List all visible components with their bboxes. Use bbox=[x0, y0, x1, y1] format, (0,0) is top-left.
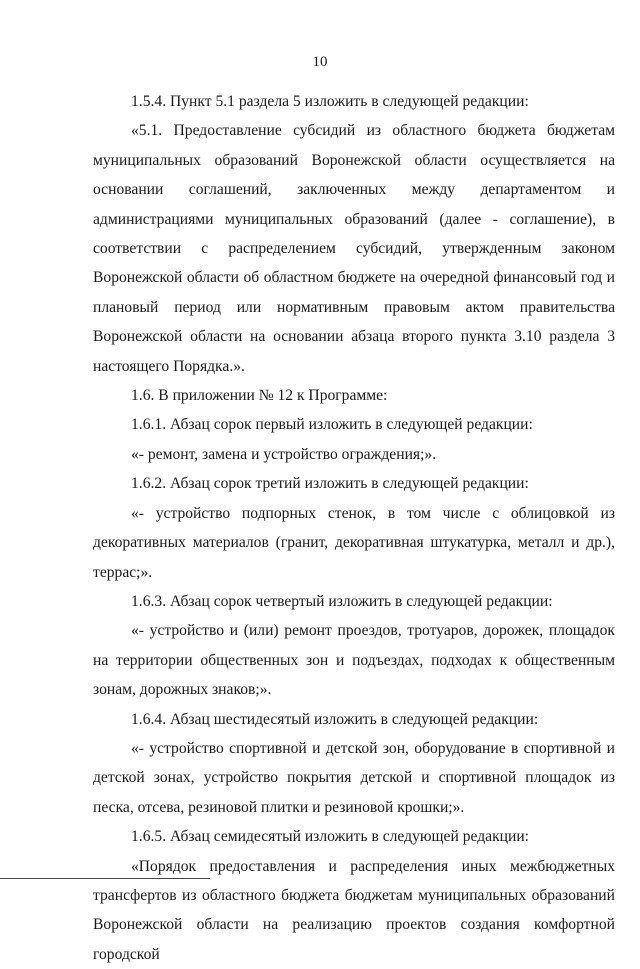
page-number: 10 bbox=[312, 54, 328, 70]
footer-divider bbox=[0, 878, 210, 879]
paragraph-5-1-text: «5.1. Предоставление субсидий из областного бюджета бюджетам муниципальных образований Воронежской области осуществляется на основании соглашений, заключенных между департаментом и администрациями муниципальных образований (далее - соглашение), в соответствии с распределением субсидий, утвержденным законом Воронежской области об областном бюджете на очередной финансовый год и плановый период или нормативным правовым актом правительства Воронежской области на основании абзаца второго пункта 3.10 раздела 3 настоящего Порядка.». bbox=[93, 122, 615, 375]
paragraph-1-6-3-text: «- устройство и (или) ремонт проездов, тротуаров, дорожек, площадок на территории общественных зон и подъездах, подходах к общественным зонам, дорожных знаков;». bbox=[93, 622, 615, 699]
paragraph-1-5-4: 1.5.4. Пункт 5.1 раздела 5 изложить в следующей редакции: bbox=[131, 93, 529, 110]
paragraph-1-6-5-text: «Порядок предоставления и распределения иных межбюджетных трансфертов из областного бюджета бюджетам муниципальных образований Воронежской области на реализацию проектов создания комфортной городской bbox=[93, 857, 615, 963]
paragraph-1-6-5: 1.6.5. Абзац семидесятый изложить в следующей редакции: bbox=[131, 828, 530, 846]
paragraph-1-6: 1.6. В приложении № 12 к Программе: bbox=[131, 387, 388, 405]
paragraph-1-6-4-text: «- устройство спортивной и детской зон, оборудование в спортивной и детской зонах, устройство покрытия детской и спортивной площадок из песка, отсева, резиновой плитки и резиновой крошки;». bbox=[93, 739, 615, 816]
paragraph-1-6-2-text: «- устройство подпорных стенок, в том числе с облицовкой из декоративных материалов (гранит, декоративная штукатурка, металл и др.), террас;». bbox=[93, 504, 615, 581]
paragraph-1-6-4: 1.6.4. Абзац шестидесятый изложить в следующей редакции: bbox=[131, 710, 539, 728]
paragraph-1-6-3: 1.6.3. Абзац сорок четвертый изложить в следующей редакции: bbox=[131, 592, 553, 610]
paragraph-1-6-2: 1.6.2. Абзац сорок третий изложить в следующей редакции: bbox=[131, 475, 529, 493]
paragraph-1-6-1-text: «- ремонт, замена и устройство ограждения;». bbox=[131, 445, 437, 463]
document-body bbox=[93, 87, 615, 969]
paragraph-1-6-1: 1.6.1. Абзац сорок первый изложить в следующей редакции: bbox=[131, 416, 533, 434]
